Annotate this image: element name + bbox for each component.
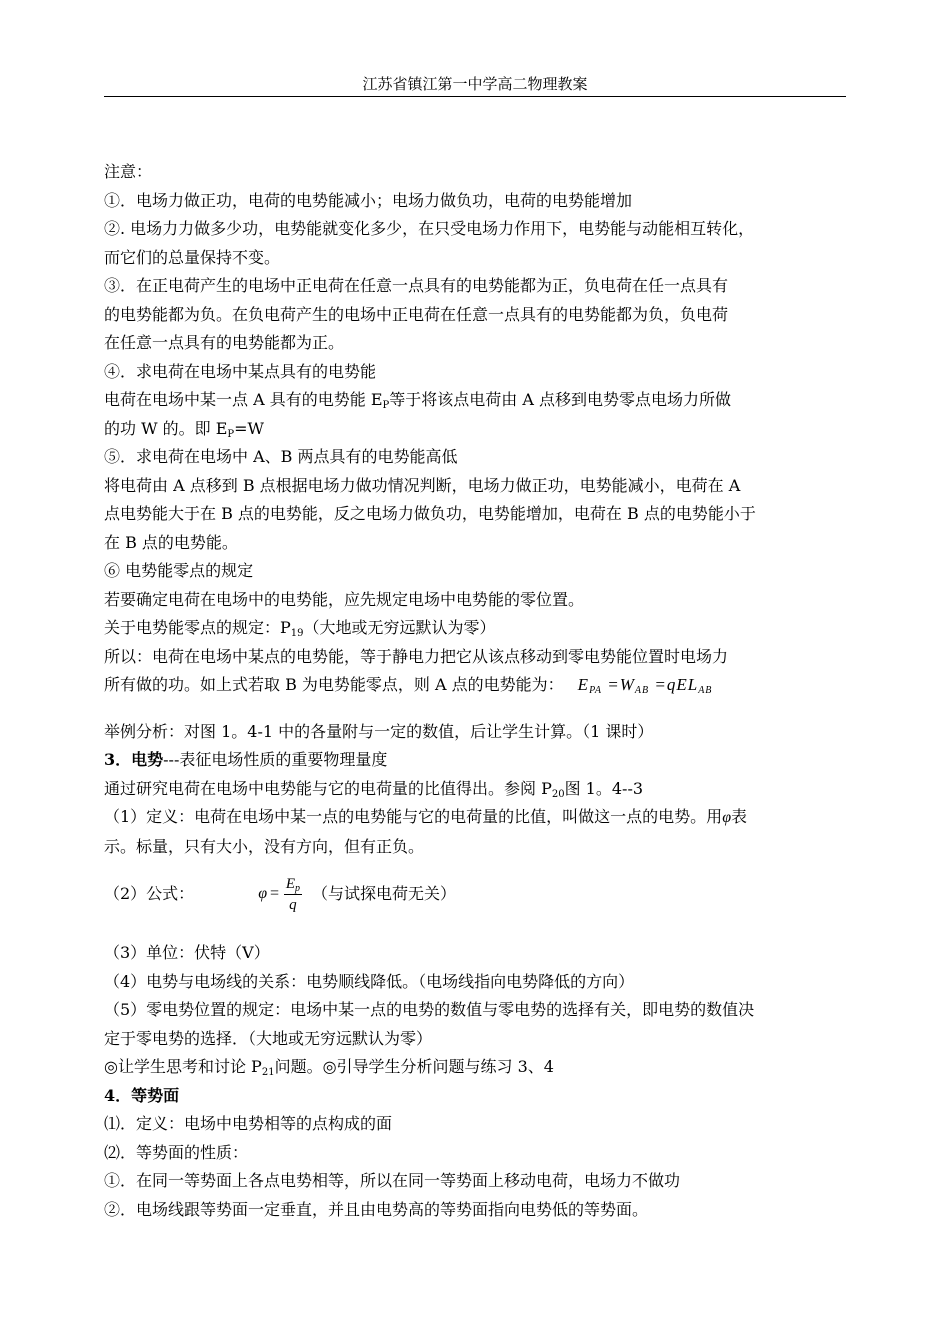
paragraph-line: 举例分析：对图 1。4-1 中的各量附与一定的数值，后让学生计算。（1 课时）	[104, 721, 654, 741]
section-heading: 3．电势	[104, 750, 164, 769]
paragraph-line	[104, 775, 850, 804]
paragraph-line: 所以：电荷在电场中某点的电势能，等于静电力把它从该点移动到零电势能位置时电场力	[104, 646, 729, 666]
paragraph-line: ⑤．求电荷在电场中 A、B 两点具有的电势能高低	[104, 447, 458, 466]
paragraph-line: （3）单位：伏特（V）	[104, 943, 270, 962]
section-heading: 4．等势面	[104, 1085, 180, 1105]
subscript: 21	[261, 1067, 275, 1078]
text-span: 所有做的功。如上式若取 B 为电势能零点，则 A 点的电势能为：	[104, 675, 564, 694]
paragraph-line: ⑵．等势面的性质：	[104, 1142, 249, 1162]
eq-subscript: AB	[698, 685, 713, 696]
text-span: 的功 W 的。即 E	[104, 418, 228, 438]
eq-sign: =	[654, 675, 667, 694]
subscript: 19	[290, 628, 304, 639]
paragraph-line: 定于零电势的选择．（大地或无穷远默认为零）	[104, 1028, 433, 1048]
text-span: （大地或无穷远默认为零）	[303, 618, 496, 637]
paragraph-line: ②．电场线跟等势面一定垂直，并且由电势高的等势面指向电势低的等势面。	[104, 1199, 649, 1219]
paragraph-line: （4）电势与电场线的关系：电势顺线降低。（电场线指向电势降低的方向）	[104, 971, 635, 991]
fraction-numerator	[284, 874, 302, 895]
spacer	[104, 927, 850, 939]
formula-note: （与试探电荷无关）	[312, 883, 457, 903]
paragraph-line: ①．在同一等势面上各点电势相等，所以在同一等势面上移动电荷，电场力不做功	[104, 1171, 681, 1190]
eq-symbol: E	[577, 675, 590, 694]
paragraph-line: 将电荷由 A 点移到 B 点根据电场力做功情况判断，电场力做正功，电势能减小，电荷在 A	[104, 475, 741, 495]
subscript: 20	[551, 788, 565, 800]
formula-phi: φ	[258, 884, 268, 902]
paragraph-line: 在任意一点具有的电势能都为正。	[104, 333, 345, 352]
paragraph-line: （5）零电势位置的规定：电场中某一点的电势的数值与零电势的选择有关，即电势的数值决	[104, 1000, 755, 1019]
paragraph-line: ④．求电荷在电场中某点具有的电势能	[104, 361, 377, 381]
text-span: 电荷在电场中某一点 A 具有的电势能 E	[104, 390, 383, 409]
paragraph-line: 若要确定电荷在电场中的电势能，应先规定电场中电势能的零位置。	[104, 589, 585, 609]
text-span: ---表征电场性质的重要物理量度	[163, 750, 388, 769]
subscript: P	[227, 428, 235, 440]
num-subscript: p	[295, 882, 301, 894]
paragraph-line: 注意：	[104, 162, 153, 181]
text-span: 表	[731, 807, 748, 826]
paragraph-line	[104, 614, 850, 643]
text-span: 等于将该点电荷由 A 点移到电势零点电场力所做	[389, 390, 731, 409]
equation-potential-energy	[578, 675, 713, 694]
paragraph-line: ⑴．定义：电场中电势相等的点构成的面	[104, 1114, 393, 1133]
paragraph-line	[104, 671, 850, 700]
formula-line	[104, 861, 850, 927]
text-span: =W	[234, 418, 264, 438]
formula-eq: =	[269, 884, 280, 902]
num-symbol: E	[285, 875, 296, 892]
document-body	[104, 158, 850, 1224]
subscript: P	[382, 400, 390, 411]
eq-sign: =	[607, 675, 620, 694]
page-header: 江苏省镇江第一中学高二物理教案	[362, 75, 588, 93]
paragraph-line: 点电势能大于在 B 点的电势能，反之电场力做负功，电势能增加，电荷在 B 点的电势能小于	[104, 504, 756, 523]
section-heading-line	[104, 746, 850, 775]
text-span: 问题。◎引导学生分析问题与练习 3、4	[274, 1057, 554, 1076]
text-span: 关于电势能零点的规定：P	[104, 618, 291, 637]
paragraph-line: 而它们的总量保持不变。	[104, 247, 281, 267]
formula-fraction	[284, 874, 302, 915]
paragraph-line: 的电势能都为负。在负电荷产生的电场中正电荷在任意一点具有的电势能都为负，负电荷	[104, 304, 729, 324]
eq-subscript: AB	[634, 685, 650, 696]
paragraph-line	[104, 386, 850, 415]
header-rule	[104, 96, 846, 97]
paragraph-line: ①．电场力做正功，电荷的电势能减小；电场力做负功，电荷的电势能增加	[104, 190, 633, 210]
paragraph-line: 在 B 点的电势能。	[104, 532, 238, 552]
fraction-denominator: q	[289, 896, 297, 913]
text-span: （1）定义：电荷在电场中某一点的电势能与它的电荷量的比值，叫做这一点的电势。用	[104, 807, 723, 826]
eq-symbol: W	[619, 675, 635, 694]
eq-subscript: PA	[589, 685, 602, 696]
paragraph-line	[104, 803, 850, 833]
spacer	[104, 700, 850, 718]
text-span: ◎让学生思考和讨论 P	[104, 1057, 262, 1076]
text-span: 通过研究电荷在电场中电势能与它的电荷量的比值得出。参阅 P	[104, 778, 552, 798]
formula-label: （2）公式：	[104, 883, 195, 903]
paragraph-line	[104, 415, 850, 444]
paragraph-line	[104, 1053, 850, 1082]
paragraph-line: ②. 电场力力做多少功，电势能就变化多少，在只受电场力作用下，电势能与动能相互转化，	[104, 219, 755, 238]
text-span: 图 1。4--3	[564, 778, 644, 798]
paragraph-line: 示。标量，只有大小，没有方向，但有正负。	[104, 836, 425, 856]
phi-symbol: φ	[722, 809, 732, 826]
paragraph-line: ③．在正电荷产生的电场中正电荷在任意一点具有的电势能都为正，负电荷在任一点具有	[104, 276, 729, 295]
eq-symbol: qEL	[666, 675, 699, 694]
paragraph-line: ⑥ 电势能零点的规定	[104, 561, 254, 580]
